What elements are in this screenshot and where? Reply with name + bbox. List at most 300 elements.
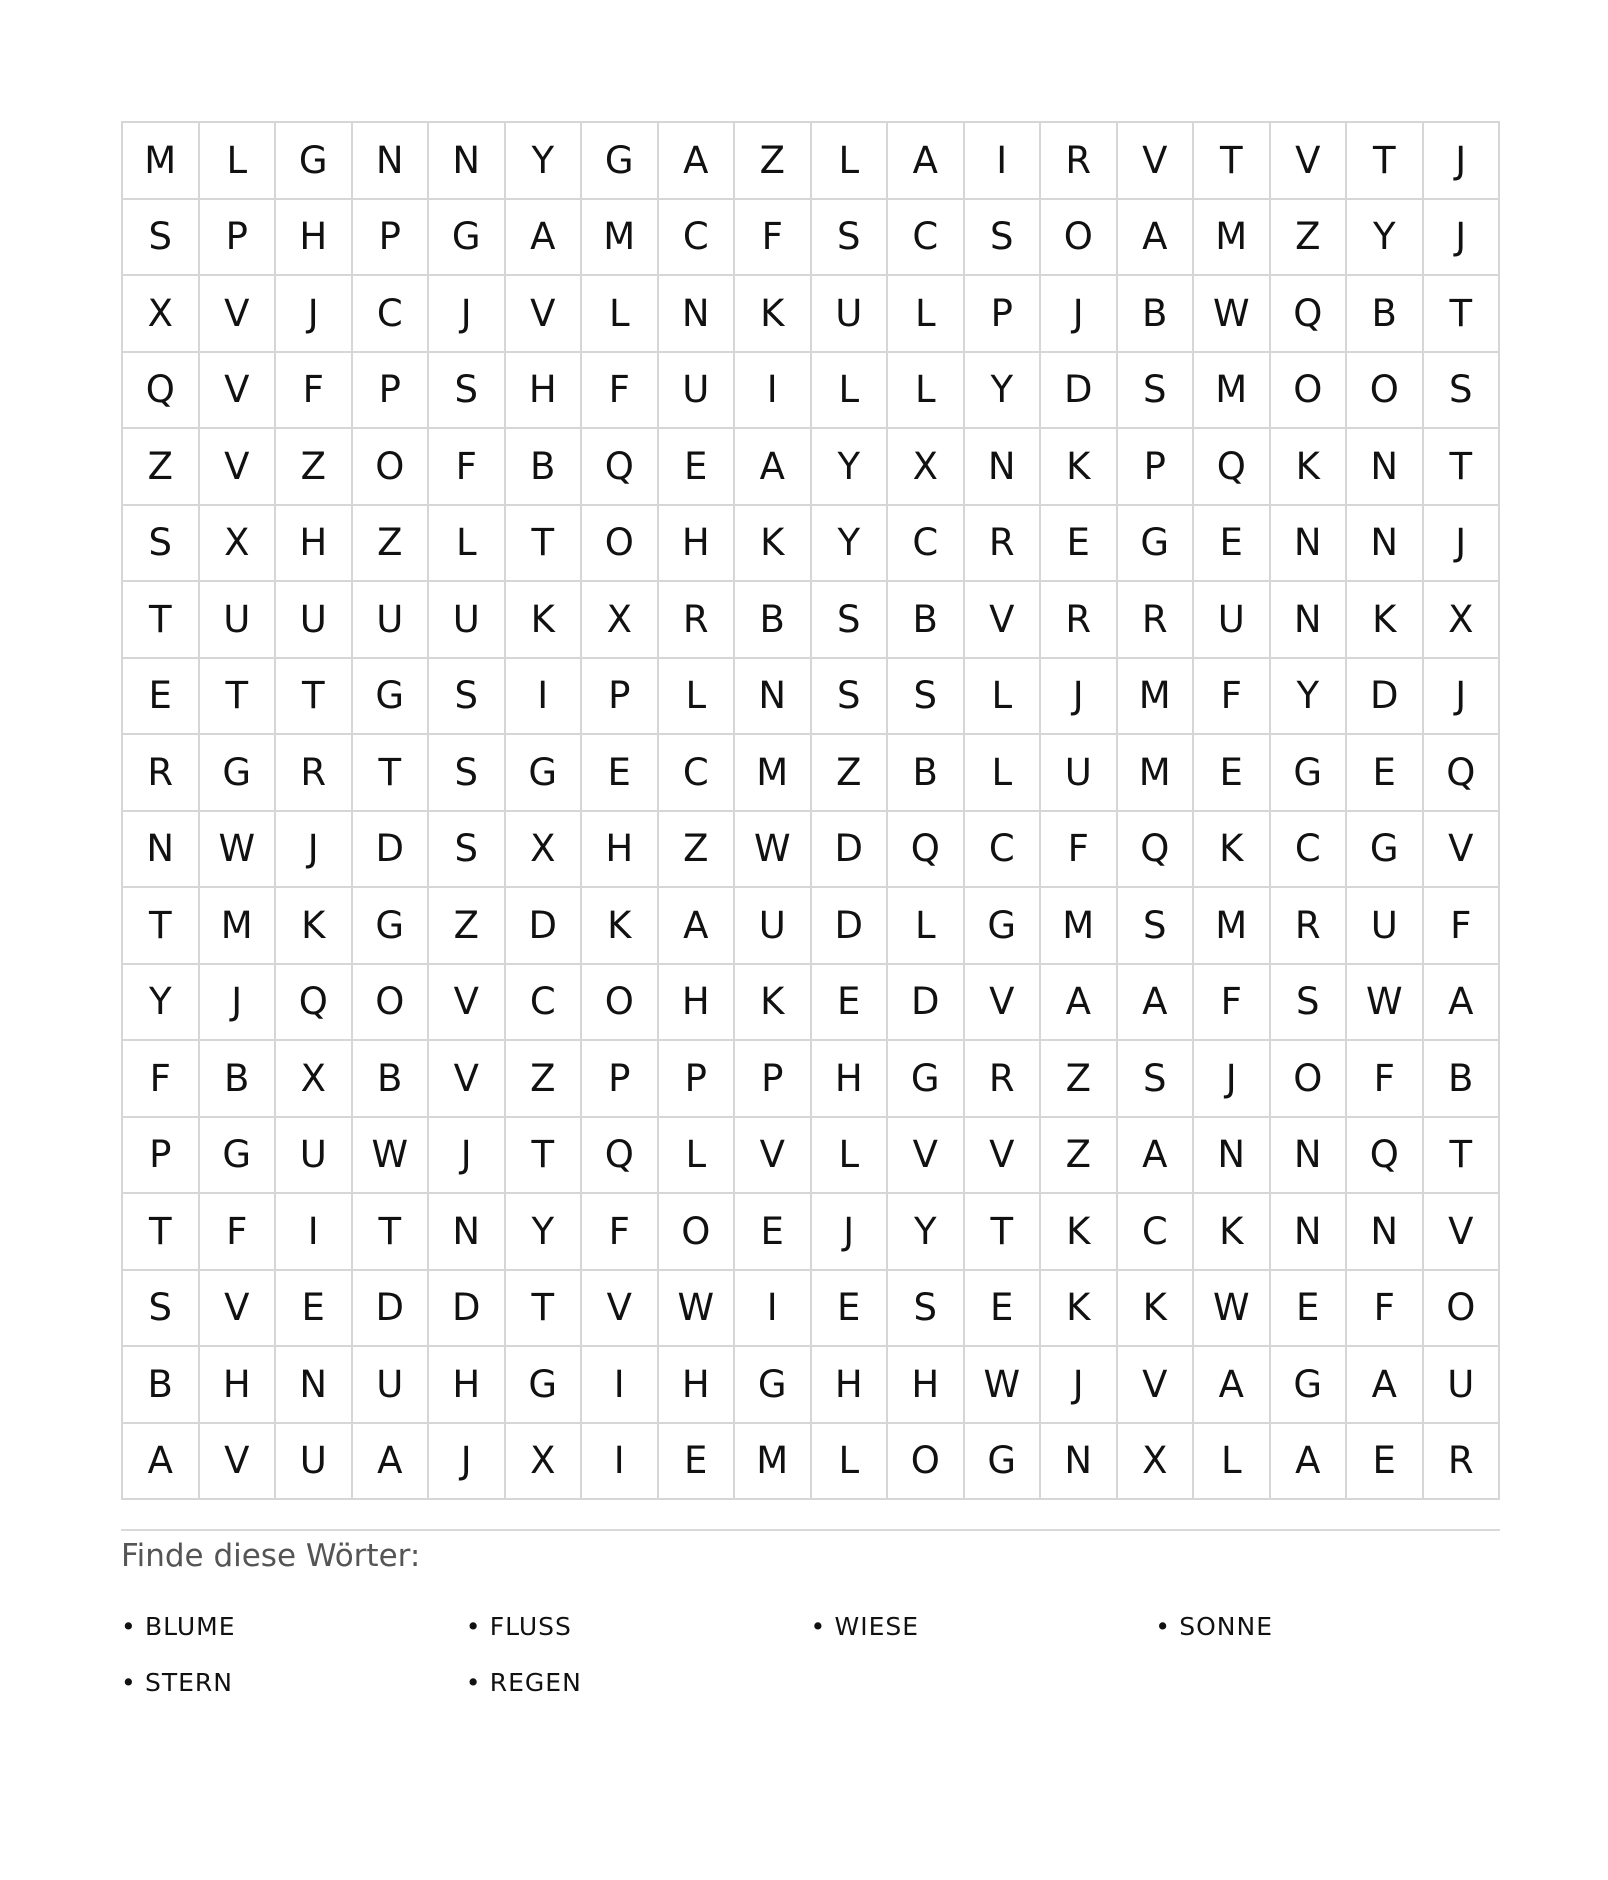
grid-cell[interactable]: J (429, 1424, 506, 1501)
grid-cell[interactable]: N (1271, 582, 1348, 659)
grid-cell[interactable]: N (659, 276, 736, 353)
grid-cell[interactable]: Y (812, 429, 889, 506)
grid-cell[interactable]: J (1041, 659, 1118, 736)
grid-cell[interactable]: W (659, 1271, 736, 1348)
grid-cell[interactable]: G (200, 735, 277, 812)
grid-cell[interactable]: S (1118, 888, 1195, 965)
grid-cell[interactable]: L (659, 659, 736, 736)
grid-cell[interactable]: R (659, 582, 736, 659)
grid-cell[interactable]: R (1041, 123, 1118, 200)
grid-cell[interactable]: H (812, 1041, 889, 1118)
grid-cell[interactable]: M (1194, 888, 1271, 965)
grid-cell[interactable]: U (353, 582, 430, 659)
grid-cell[interactable]: M (735, 735, 812, 812)
grid-cell[interactable]: A (1118, 200, 1195, 277)
grid-cell[interactable]: V (888, 1118, 965, 1195)
grid-cell[interactable]: S (1118, 353, 1195, 430)
grid-cell[interactable]: I (506, 659, 583, 736)
grid-cell[interactable]: N (123, 812, 200, 889)
grid-cell[interactable]: T (506, 1271, 583, 1348)
grid-cell[interactable]: N (353, 123, 430, 200)
grid-cell[interactable]: S (123, 1271, 200, 1348)
grid-cell[interactable]: T (123, 582, 200, 659)
grid-cell[interactable]: M (1194, 353, 1271, 430)
grid-cell[interactable]: E (812, 1271, 889, 1348)
grid-cell[interactable]: S (429, 735, 506, 812)
grid-cell[interactable]: F (123, 1041, 200, 1118)
grid-cell[interactable]: P (582, 1041, 659, 1118)
grid-cell[interactable]: W (1347, 965, 1424, 1042)
grid-cell[interactable]: A (1194, 1347, 1271, 1424)
grid-cell[interactable]: X (1118, 1424, 1195, 1501)
grid-cell[interactable]: O (353, 429, 430, 506)
grid-cell[interactable]: T (200, 659, 277, 736)
grid-cell[interactable]: G (888, 1041, 965, 1118)
grid-cell[interactable]: W (200, 812, 277, 889)
grid-cell[interactable]: V (1118, 1347, 1195, 1424)
grid-cell[interactable]: F (582, 353, 659, 430)
grid-cell[interactable]: P (582, 659, 659, 736)
grid-cell[interactable]: W (1194, 276, 1271, 353)
grid-cell[interactable]: U (812, 276, 889, 353)
grid-cell[interactable]: B (1347, 276, 1424, 353)
grid-cell[interactable]: V (506, 276, 583, 353)
grid-cell[interactable]: L (812, 1118, 889, 1195)
grid-cell[interactable]: K (735, 965, 812, 1042)
grid-cell[interactable]: L (812, 1424, 889, 1501)
grid-cell[interactable]: R (276, 735, 353, 812)
grid-cell[interactable]: H (659, 965, 736, 1042)
grid-cell[interactable]: S (812, 582, 889, 659)
grid-cell[interactable]: G (1271, 1347, 1348, 1424)
grid-cell[interactable]: L (888, 888, 965, 965)
grid-cell[interactable]: U (200, 582, 277, 659)
grid-cell[interactable]: N (1347, 429, 1424, 506)
grid-cell[interactable]: C (888, 200, 965, 277)
grid-cell[interactable]: B (200, 1041, 277, 1118)
grid-cell[interactable]: Y (888, 1194, 965, 1271)
grid-cell[interactable]: F (1194, 659, 1271, 736)
grid-cell[interactable]: V (1424, 1194, 1501, 1271)
grid-cell[interactable]: A (1041, 965, 1118, 1042)
grid-cell[interactable]: B (735, 582, 812, 659)
grid-cell[interactable]: S (888, 1271, 965, 1348)
grid-cell[interactable]: A (1271, 1424, 1348, 1501)
grid-cell[interactable]: G (506, 735, 583, 812)
grid-cell[interactable]: G (965, 1424, 1042, 1501)
grid-cell[interactable]: Q (1347, 1118, 1424, 1195)
grid-cell[interactable]: U (276, 1118, 353, 1195)
grid-cell[interactable]: A (735, 429, 812, 506)
grid-cell[interactable]: Y (812, 506, 889, 583)
grid-cell[interactable]: G (965, 888, 1042, 965)
grid-cell[interactable]: X (1424, 582, 1501, 659)
grid-cell[interactable]: C (1271, 812, 1348, 889)
grid-cell[interactable]: H (506, 353, 583, 430)
grid-cell[interactable]: T (353, 735, 430, 812)
grid-cell[interactable]: I (965, 123, 1042, 200)
grid-cell[interactable]: F (1347, 1271, 1424, 1348)
grid-cell[interactable]: J (1424, 506, 1501, 583)
grid-cell[interactable]: Y (965, 353, 1042, 430)
grid-cell[interactable]: V (965, 582, 1042, 659)
grid-cell[interactable]: S (888, 659, 965, 736)
grid-cell[interactable]: R (1118, 582, 1195, 659)
grid-cell[interactable]: M (123, 123, 200, 200)
grid-cell[interactable]: T (353, 1194, 430, 1271)
grid-cell[interactable]: E (1041, 506, 1118, 583)
grid-cell[interactable]: N (735, 659, 812, 736)
grid-cell[interactable]: Q (888, 812, 965, 889)
grid-cell[interactable]: V (200, 1424, 277, 1501)
grid-cell[interactable]: V (429, 965, 506, 1042)
grid-cell[interactable]: T (1424, 429, 1501, 506)
grid-cell[interactable]: E (965, 1271, 1042, 1348)
grid-cell[interactable]: V (965, 965, 1042, 1042)
grid-cell[interactable]: O (659, 1194, 736, 1271)
grid-cell[interactable]: Y (123, 965, 200, 1042)
grid-cell[interactable]: J (1041, 276, 1118, 353)
grid-cell[interactable]: C (506, 965, 583, 1042)
grid-cell[interactable]: K (1194, 1194, 1271, 1271)
grid-cell[interactable]: T (123, 888, 200, 965)
grid-cell[interactable]: K (582, 888, 659, 965)
grid-cell[interactable]: E (582, 735, 659, 812)
grid-cell[interactable]: A (506, 200, 583, 277)
grid-cell[interactable]: V (200, 429, 277, 506)
grid-cell[interactable]: R (965, 506, 1042, 583)
grid-cell[interactable]: Q (1194, 429, 1271, 506)
grid-cell[interactable]: F (1194, 965, 1271, 1042)
grid-cell[interactable]: I (735, 1271, 812, 1348)
grid-cell[interactable]: T (123, 1194, 200, 1271)
grid-cell[interactable]: N (1194, 1118, 1271, 1195)
grid-cell[interactable]: M (1118, 659, 1195, 736)
grid-cell[interactable]: U (429, 582, 506, 659)
grid-cell[interactable]: G (506, 1347, 583, 1424)
grid-cell[interactable]: T (965, 1194, 1042, 1271)
grid-cell[interactable]: L (659, 1118, 736, 1195)
grid-cell[interactable]: V (200, 1271, 277, 1348)
grid-cell[interactable]: X (200, 506, 277, 583)
grid-cell[interactable]: D (353, 812, 430, 889)
grid-cell[interactable]: N (1347, 1194, 1424, 1271)
grid-cell[interactable]: D (888, 965, 965, 1042)
grid-cell[interactable]: O (582, 506, 659, 583)
grid-cell[interactable]: K (1347, 582, 1424, 659)
grid-cell[interactable]: I (582, 1424, 659, 1501)
grid-cell[interactable]: B (123, 1347, 200, 1424)
grid-cell[interactable]: N (1271, 1118, 1348, 1195)
grid-cell[interactable]: H (429, 1347, 506, 1424)
grid-cell[interactable]: L (888, 353, 965, 430)
grid-cell[interactable]: O (1271, 353, 1348, 430)
grid-cell[interactable]: J (1424, 200, 1501, 277)
grid-cell[interactable]: U (1347, 888, 1424, 965)
grid-cell[interactable]: U (1041, 735, 1118, 812)
grid-cell[interactable]: A (659, 888, 736, 965)
grid-cell[interactable]: J (429, 1118, 506, 1195)
grid-cell[interactable]: F (582, 1194, 659, 1271)
grid-cell[interactable]: H (888, 1347, 965, 1424)
grid-cell[interactable]: J (276, 812, 353, 889)
grid-cell[interactable]: W (353, 1118, 430, 1195)
grid-cell[interactable]: S (1424, 353, 1501, 430)
grid-cell[interactable]: G (1118, 506, 1195, 583)
grid-cell[interactable]: V (1424, 812, 1501, 889)
grid-cell[interactable]: V (965, 1118, 1042, 1195)
grid-cell[interactable]: U (276, 582, 353, 659)
grid-cell[interactable]: N (276, 1347, 353, 1424)
grid-cell[interactable]: E (276, 1271, 353, 1348)
grid-cell[interactable]: P (353, 353, 430, 430)
grid-cell[interactable]: F (200, 1194, 277, 1271)
grid-cell[interactable]: S (1271, 965, 1348, 1042)
grid-cell[interactable]: X (506, 812, 583, 889)
grid-cell[interactable]: E (1271, 1271, 1348, 1348)
grid-cell[interactable]: G (353, 888, 430, 965)
grid-cell[interactable]: G (429, 200, 506, 277)
grid-cell[interactable]: E (1194, 506, 1271, 583)
grid-cell[interactable]: F (735, 200, 812, 277)
grid-cell[interactable]: X (506, 1424, 583, 1501)
grid-cell[interactable]: P (353, 200, 430, 277)
grid-cell[interactable]: E (123, 659, 200, 736)
grid-cell[interactable]: S (429, 812, 506, 889)
grid-cell[interactable]: Q (582, 429, 659, 506)
grid-cell[interactable]: M (1194, 200, 1271, 277)
grid-cell[interactable]: A (123, 1424, 200, 1501)
grid-cell[interactable]: N (429, 123, 506, 200)
grid-cell[interactable]: W (735, 812, 812, 889)
grid-cell[interactable]: H (582, 812, 659, 889)
grid-cell[interactable]: U (1194, 582, 1271, 659)
grid-cell[interactable]: L (200, 123, 277, 200)
grid-cell[interactable]: B (1424, 1041, 1501, 1118)
grid-cell[interactable]: Z (812, 735, 889, 812)
grid-cell[interactable]: C (965, 812, 1042, 889)
grid-cell[interactable]: B (1118, 276, 1195, 353)
grid-cell[interactable]: V (200, 353, 277, 430)
grid-cell[interactable]: C (353, 276, 430, 353)
grid-cell[interactable]: A (353, 1424, 430, 1501)
grid-cell[interactable]: Z (429, 888, 506, 965)
grid-cell[interactable]: M (1041, 888, 1118, 965)
grid-cell[interactable]: S (965, 200, 1042, 277)
grid-cell[interactable]: J (1424, 123, 1501, 200)
grid-cell[interactable]: S (812, 659, 889, 736)
grid-cell[interactable]: P (200, 200, 277, 277)
grid-cell[interactable]: M (1118, 735, 1195, 812)
grid-cell[interactable]: R (1041, 582, 1118, 659)
grid-cell[interactable]: E (659, 1424, 736, 1501)
grid-cell[interactable]: A (1118, 1118, 1195, 1195)
grid-cell[interactable]: G (1271, 735, 1348, 812)
grid-cell[interactable]: K (1041, 1194, 1118, 1271)
grid-cell[interactable]: W (1194, 1271, 1271, 1348)
grid-cell[interactable]: C (888, 506, 965, 583)
grid-cell[interactable]: R (1424, 1424, 1501, 1501)
grid-cell[interactable]: A (1424, 965, 1501, 1042)
grid-cell[interactable]: H (200, 1347, 277, 1424)
grid-cell[interactable]: D (429, 1271, 506, 1348)
grid-cell[interactable]: K (276, 888, 353, 965)
grid-cell[interactable]: V (735, 1118, 812, 1195)
grid-cell[interactable]: D (353, 1271, 430, 1348)
grid-cell[interactable]: H (659, 506, 736, 583)
grid-cell[interactable]: X (888, 429, 965, 506)
grid-cell[interactable]: S (123, 200, 200, 277)
grid-cell[interactable]: Z (276, 429, 353, 506)
grid-cell[interactable]: R (965, 1041, 1042, 1118)
grid-cell[interactable]: Q (1271, 276, 1348, 353)
grid-cell[interactable]: T (1424, 276, 1501, 353)
grid-cell[interactable]: O (353, 965, 430, 1042)
grid-cell[interactable]: Z (1271, 200, 1348, 277)
grid-cell[interactable]: P (965, 276, 1042, 353)
grid-cell[interactable]: R (123, 735, 200, 812)
grid-cell[interactable]: U (353, 1347, 430, 1424)
grid-cell[interactable]: D (1041, 353, 1118, 430)
grid-cell[interactable]: L (888, 276, 965, 353)
grid-cell[interactable]: G (276, 123, 353, 200)
grid-cell[interactable]: Q (276, 965, 353, 1042)
grid-cell[interactable]: P (1118, 429, 1195, 506)
grid-cell[interactable]: K (735, 506, 812, 583)
grid-cell[interactable]: O (888, 1424, 965, 1501)
grid-cell[interactable]: C (1118, 1194, 1195, 1271)
grid-cell[interactable]: D (812, 812, 889, 889)
grid-cell[interactable]: J (1424, 659, 1501, 736)
grid-cell[interactable]: Y (1347, 200, 1424, 277)
grid-cell[interactable]: N (1347, 506, 1424, 583)
grid-cell[interactable]: B (888, 582, 965, 659)
grid-cell[interactable]: L (812, 123, 889, 200)
grid-cell[interactable]: N (1041, 1424, 1118, 1501)
grid-cell[interactable]: M (582, 200, 659, 277)
grid-cell[interactable]: G (353, 659, 430, 736)
grid-cell[interactable]: T (1347, 123, 1424, 200)
grid-cell[interactable]: F (1424, 888, 1501, 965)
grid-cell[interactable]: T (1424, 1118, 1501, 1195)
grid-cell[interactable]: C (659, 735, 736, 812)
grid-cell[interactable]: S (123, 506, 200, 583)
grid-cell[interactable]: H (276, 506, 353, 583)
grid-cell[interactable]: Q (123, 353, 200, 430)
grid-cell[interactable]: E (1194, 735, 1271, 812)
grid-cell[interactable]: L (965, 735, 1042, 812)
grid-cell[interactable]: M (735, 1424, 812, 1501)
grid-cell[interactable]: J (429, 276, 506, 353)
grid-cell[interactable]: D (812, 888, 889, 965)
grid-cell[interactable]: U (276, 1424, 353, 1501)
grid-cell[interactable]: F (276, 353, 353, 430)
grid-cell[interactable]: Y (506, 1194, 583, 1271)
grid-cell[interactable]: N (1271, 1194, 1348, 1271)
grid-cell[interactable]: B (506, 429, 583, 506)
grid-cell[interactable]: I (582, 1347, 659, 1424)
grid-cell[interactable]: J (812, 1194, 889, 1271)
grid-cell[interactable]: L (965, 659, 1042, 736)
grid-cell[interactable]: J (200, 965, 277, 1042)
grid-cell[interactable]: U (735, 888, 812, 965)
grid-cell[interactable]: S (1118, 1041, 1195, 1118)
grid-cell[interactable]: A (1118, 965, 1195, 1042)
grid-cell[interactable]: H (276, 200, 353, 277)
grid-cell[interactable]: Q (1424, 735, 1501, 812)
grid-cell[interactable]: U (1424, 1347, 1501, 1424)
grid-cell[interactable]: J (1194, 1041, 1271, 1118)
grid-cell[interactable]: V (1271, 123, 1348, 200)
grid-cell[interactable]: S (429, 659, 506, 736)
grid-cell[interactable]: Q (1118, 812, 1195, 889)
grid-cell[interactable]: K (1041, 429, 1118, 506)
grid-cell[interactable]: O (1271, 1041, 1348, 1118)
grid-cell[interactable]: F (1347, 1041, 1424, 1118)
grid-cell[interactable]: D (506, 888, 583, 965)
grid-cell[interactable]: L (1194, 1424, 1271, 1501)
grid-cell[interactable]: K (1194, 812, 1271, 889)
grid-cell[interactable]: Y (506, 123, 583, 200)
grid-cell[interactable]: R (1271, 888, 1348, 965)
grid-cell[interactable]: N (1271, 506, 1348, 583)
grid-cell[interactable]: A (1347, 1347, 1424, 1424)
grid-cell[interactable]: F (1041, 812, 1118, 889)
grid-cell[interactable]: P (123, 1118, 200, 1195)
grid-cell[interactable]: E (659, 429, 736, 506)
grid-cell[interactable]: X (123, 276, 200, 353)
grid-cell[interactable]: M (200, 888, 277, 965)
grid-cell[interactable]: Z (1041, 1118, 1118, 1195)
grid-cell[interactable]: L (582, 276, 659, 353)
grid-cell[interactable]: C (659, 200, 736, 277)
grid-cell[interactable]: G (200, 1118, 277, 1195)
grid-cell[interactable]: N (429, 1194, 506, 1271)
grid-cell[interactable]: P (735, 1041, 812, 1118)
grid-cell[interactable]: N (965, 429, 1042, 506)
grid-cell[interactable]: Z (659, 812, 736, 889)
grid-cell[interactable]: G (582, 123, 659, 200)
grid-cell[interactable]: O (1424, 1271, 1501, 1348)
grid-cell[interactable]: T (506, 506, 583, 583)
grid-cell[interactable]: D (1347, 659, 1424, 736)
grid-cell[interactable]: K (735, 276, 812, 353)
grid-cell[interactable]: V (429, 1041, 506, 1118)
grid-cell[interactable]: I (276, 1194, 353, 1271)
grid-cell[interactable]: X (276, 1041, 353, 1118)
grid-cell[interactable]: Z (353, 506, 430, 583)
grid-cell[interactable]: F (429, 429, 506, 506)
grid-cell[interactable]: O (1041, 200, 1118, 277)
grid-cell[interactable]: I (735, 353, 812, 430)
grid-cell[interactable]: V (582, 1271, 659, 1348)
grid-cell[interactable]: K (1118, 1271, 1195, 1348)
grid-cell[interactable]: L (429, 506, 506, 583)
grid-cell[interactable]: P (659, 1041, 736, 1118)
grid-cell[interactable]: G (1347, 812, 1424, 889)
grid-cell[interactable]: A (659, 123, 736, 200)
grid-cell[interactable]: V (200, 276, 277, 353)
grid-cell[interactable]: Z (1041, 1041, 1118, 1118)
grid-cell[interactable]: L (812, 353, 889, 430)
grid-cell[interactable]: W (965, 1347, 1042, 1424)
grid-cell[interactable]: K (1041, 1271, 1118, 1348)
grid-cell[interactable]: T (1194, 123, 1271, 200)
grid-cell[interactable]: U (659, 353, 736, 430)
grid-cell[interactable]: Z (506, 1041, 583, 1118)
grid-cell[interactable]: V (1118, 123, 1195, 200)
grid-cell[interactable]: E (1347, 1424, 1424, 1501)
